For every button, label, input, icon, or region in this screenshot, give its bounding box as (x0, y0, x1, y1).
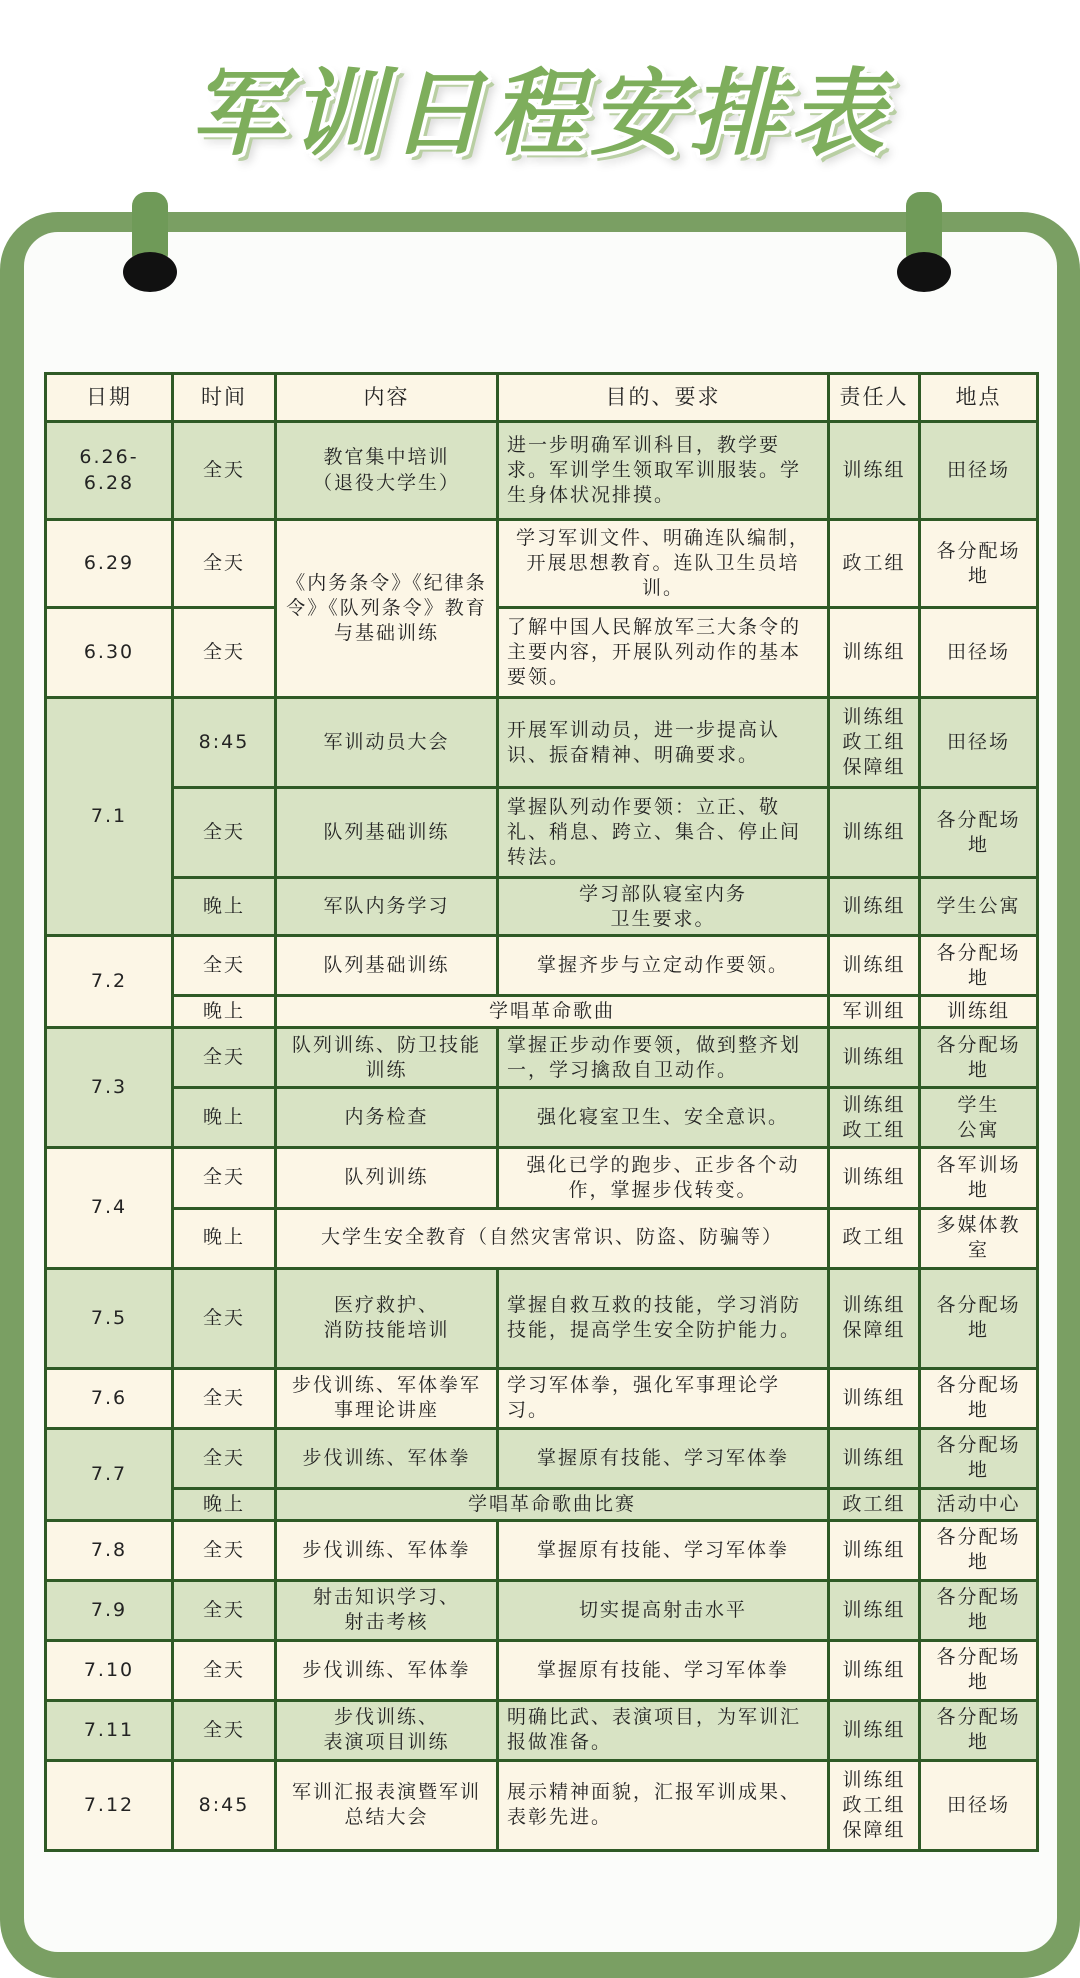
owner-cell: 训练组 (829, 936, 920, 996)
header-date: 日期 (46, 374, 173, 422)
date-cell: 7.10 (46, 1640, 173, 1700)
owner-cell: 训练组 政工组 保障组 (829, 1760, 920, 1850)
place-cell: 训练组 (920, 996, 1038, 1028)
owner-cell: 政工组 (829, 520, 920, 608)
time-cell: 全天 (173, 1368, 276, 1428)
table-row (46, 788, 1038, 878)
date-cell: 7.9 (46, 1580, 173, 1640)
table-row (46, 1640, 1038, 1700)
content-cell: 军队内务学习 (276, 878, 498, 936)
place-cell: 各军训场地 (920, 1148, 1038, 1208)
table-row (46, 878, 1038, 936)
content-cell: 步伐训练、军体拳 (276, 1428, 498, 1488)
goal-cell: 掌握原有技能、学习军体拳 (498, 1640, 829, 1700)
time-cell: 全天 (173, 520, 276, 608)
table-row (46, 1088, 1038, 1148)
place-cell: 各分配场地 (920, 936, 1038, 996)
place-cell: 田径场 (920, 422, 1038, 520)
goal-cell: 明确比武、表演项目，为军训汇报做准备。 (498, 1700, 829, 1760)
table-row (46, 1520, 1038, 1580)
date-cell: 7.2 (46, 936, 173, 1028)
goal-cell: 掌握正步动作要领，做到整齐划一，学习擒敌自卫动作。 (498, 1028, 829, 1088)
owner-cell: 训练组 (829, 1368, 920, 1428)
owner-cell: 军训组 (829, 996, 920, 1028)
time-cell: 全天 (173, 422, 276, 520)
content-cell: 医疗救护、 消防技能培训 (276, 1268, 498, 1368)
owner-cell: 训练组 (829, 788, 920, 878)
date-cell: 7.3 (46, 1028, 173, 1148)
header-owner: 责任人 (829, 374, 920, 422)
owner-cell: 训练组 (829, 1580, 920, 1640)
place-cell: 各分配场地 (920, 1640, 1038, 1700)
table-row (46, 1428, 1038, 1488)
date-cell: 7.6 (46, 1368, 173, 1428)
time-cell: 全天 (173, 1028, 276, 1088)
owner-cell: 训练组 政工组 (829, 1088, 920, 1148)
place-cell: 各分配场地 (920, 1268, 1038, 1368)
date-cell: 6.26- 6.28 (46, 422, 173, 520)
table-row (46, 1760, 1038, 1850)
owner-cell: 训练组 保障组 (829, 1268, 920, 1368)
place-cell: 各分配场地 (920, 1028, 1038, 1088)
left-binder-hole-icon (123, 252, 177, 292)
goal-cell: 学习部队寝室内务 卫生要求。 (498, 878, 829, 936)
time-cell: 全天 (173, 1148, 276, 1208)
date-cell: 7.1 (46, 698, 173, 936)
content-cell: 教官集中培训 （退役大学生） (276, 422, 498, 520)
place-cell: 田径场 (920, 1760, 1038, 1850)
content-cell: 队列训练 (276, 1148, 498, 1208)
owner-cell: 训练组 (829, 1520, 920, 1580)
table-row (46, 1580, 1038, 1640)
header-content: 内容 (276, 374, 498, 422)
time-cell: 晚上 (173, 1488, 276, 1520)
owner-cell: 训练组 (829, 878, 920, 936)
time-cell: 全天 (173, 1640, 276, 1700)
owner-cell: 训练组 (829, 1640, 920, 1700)
owner-cell: 训练组 (829, 1428, 920, 1488)
time-cell: 晚上 (173, 1208, 276, 1268)
merged-content-cell: 学唱革命歌曲 (276, 996, 829, 1028)
date-cell: 6.30 (46, 608, 173, 698)
goal-cell: 强化寝室卫生、安全意识。 (498, 1088, 829, 1148)
owner-cell: 训练组 (829, 1028, 920, 1088)
time-cell: 全天 (173, 1580, 276, 1640)
owner-cell: 训练组 (829, 1700, 920, 1760)
date-cell: 7.8 (46, 1520, 173, 1580)
header-place: 地点 (920, 374, 1038, 422)
time-cell: 晚上 (173, 878, 276, 936)
date-cell: 6.29 (46, 520, 173, 608)
content-cell: 队列基础训练 (276, 936, 498, 996)
date-cell: 7.4 (46, 1148, 173, 1268)
table-row (46, 1700, 1038, 1760)
header-row (46, 374, 1038, 422)
owner-cell: 政工组 (829, 1208, 920, 1268)
table-row (46, 422, 1038, 520)
time-cell: 全天 (173, 608, 276, 698)
place-cell: 多媒体教室 (920, 1208, 1038, 1268)
header-goal: 目的、要求 (498, 374, 829, 422)
table-row (46, 1208, 1038, 1268)
place-cell: 各分配场地 (920, 788, 1038, 878)
table-row (46, 996, 1038, 1028)
date-cell: 7.11 (46, 1700, 173, 1760)
date-cell: 7.7 (46, 1428, 173, 1520)
merged-content-cell: 大学生安全教育（自然灾害常识、防盗、防骗等） (276, 1208, 829, 1268)
goal-cell: 进一步明确军训科目，教学要求。军训学生领取军训服装。学生身体状况排摸。 (498, 422, 829, 520)
place-cell: 田径场 (920, 698, 1038, 788)
owner-cell: 训练组 (829, 422, 920, 520)
goal-cell: 切实提高射击水平 (498, 1580, 829, 1640)
time-cell: 晚上 (173, 1088, 276, 1148)
table-row (46, 1028, 1038, 1088)
table-row (46, 1488, 1038, 1520)
time-cell: 全天 (173, 788, 276, 878)
goal-cell: 掌握自救互救的技能，学习消防技能，提高学生安全防护能力。 (498, 1268, 829, 1368)
place-cell: 各分配场地 (920, 1700, 1038, 1760)
table-row (46, 698, 1038, 788)
content-cell: 步伐训练、军体拳 (276, 1640, 498, 1700)
content-cell: 内务检查 (276, 1088, 498, 1148)
content-cell: 军训汇报表演暨军训总结大会 (276, 1760, 498, 1850)
table-row (46, 520, 1038, 608)
place-cell: 各分配场地 (920, 520, 1038, 608)
date-cell: 7.12 (46, 1760, 173, 1850)
table-row (46, 1148, 1038, 1208)
content-cell: 队列训练、防卫技能训练 (276, 1028, 498, 1088)
place-cell: 田径场 (920, 608, 1038, 698)
schedule-table (44, 372, 1039, 1852)
content-cell: 步伐训练、 表演项目训练 (276, 1700, 498, 1760)
content-cell: 军训动员大会 (276, 698, 498, 788)
right-binder-hole-icon (897, 252, 951, 292)
owner-cell: 训练组 (829, 1148, 920, 1208)
table-row (46, 936, 1038, 996)
merged-content-cell: 学唱革命歌曲比赛 (276, 1488, 829, 1520)
time-cell: 8:45 (173, 1760, 276, 1850)
goal-cell: 强化已学的跑步、正步各个动作，掌握步伐转变。 (498, 1148, 829, 1208)
place-cell: 各分配场地 (920, 1368, 1038, 1428)
owner-cell: 政工组 (829, 1488, 920, 1520)
place-cell: 各分配场地 (920, 1428, 1038, 1488)
place-cell: 各分配场地 (920, 1580, 1038, 1640)
goal-cell: 了解中国人民解放军三大条令的主要内容，开展队列动作的基本要领。 (498, 608, 829, 698)
time-cell: 全天 (173, 1700, 276, 1760)
goal-cell: 展示精神面貌，汇报军训成果、表彰先进。 (498, 1760, 829, 1850)
goal-cell: 学习军体拳，强化军事理论学习。 (498, 1368, 829, 1428)
date-cell: 7.5 (46, 1268, 173, 1368)
place-cell: 学生 公寓 (920, 1088, 1038, 1148)
goal-cell: 掌握队列动作要领：立正、敬礼、稍息、跨立、集合、停止间转法。 (498, 788, 829, 878)
table-row (46, 608, 1038, 698)
content-cell: 《内务条令》《纪律条令》《队列条令》教育与基础训练 (276, 520, 498, 698)
time-cell: 全天 (173, 1428, 276, 1488)
place-cell: 各分配场地 (920, 1520, 1038, 1580)
time-cell: 8:45 (173, 698, 276, 788)
content-cell: 射击知识学习、 射击考核 (276, 1580, 498, 1640)
time-cell: 全天 (173, 1520, 276, 1580)
content-cell: 队列基础训练 (276, 788, 498, 878)
table-row (46, 1368, 1038, 1428)
time-cell: 全天 (173, 1268, 276, 1368)
goal-cell: 掌握齐步与立定动作要领。 (498, 936, 829, 996)
place-cell: 活动中心 (920, 1488, 1038, 1520)
goal-cell: 掌握原有技能、学习军体拳 (498, 1520, 829, 1580)
owner-cell: 训练组 政工组 保障组 (829, 698, 920, 788)
goal-cell: 掌握原有技能、学习军体拳 (498, 1428, 829, 1488)
table-row (46, 1268, 1038, 1368)
owner-cell: 训练组 (829, 608, 920, 698)
header-time: 时间 (173, 374, 276, 422)
time-cell: 全天 (173, 936, 276, 996)
place-cell: 学生公寓 (920, 878, 1038, 936)
goal-cell: 开展军训动员，进一步提高认识、振奋精神、明确要求。 (498, 698, 829, 788)
content-cell: 步伐训练、军体拳 (276, 1520, 498, 1580)
content-cell: 步伐训练、军体拳军事理论讲座 (276, 1368, 498, 1428)
goal-cell: 学习军训文件、明确连队编制，开展思想教育。连队卫生员培训。 (498, 520, 829, 608)
time-cell: 晚上 (173, 996, 276, 1028)
page-title: 军训日程安排表 (189, 60, 890, 169)
